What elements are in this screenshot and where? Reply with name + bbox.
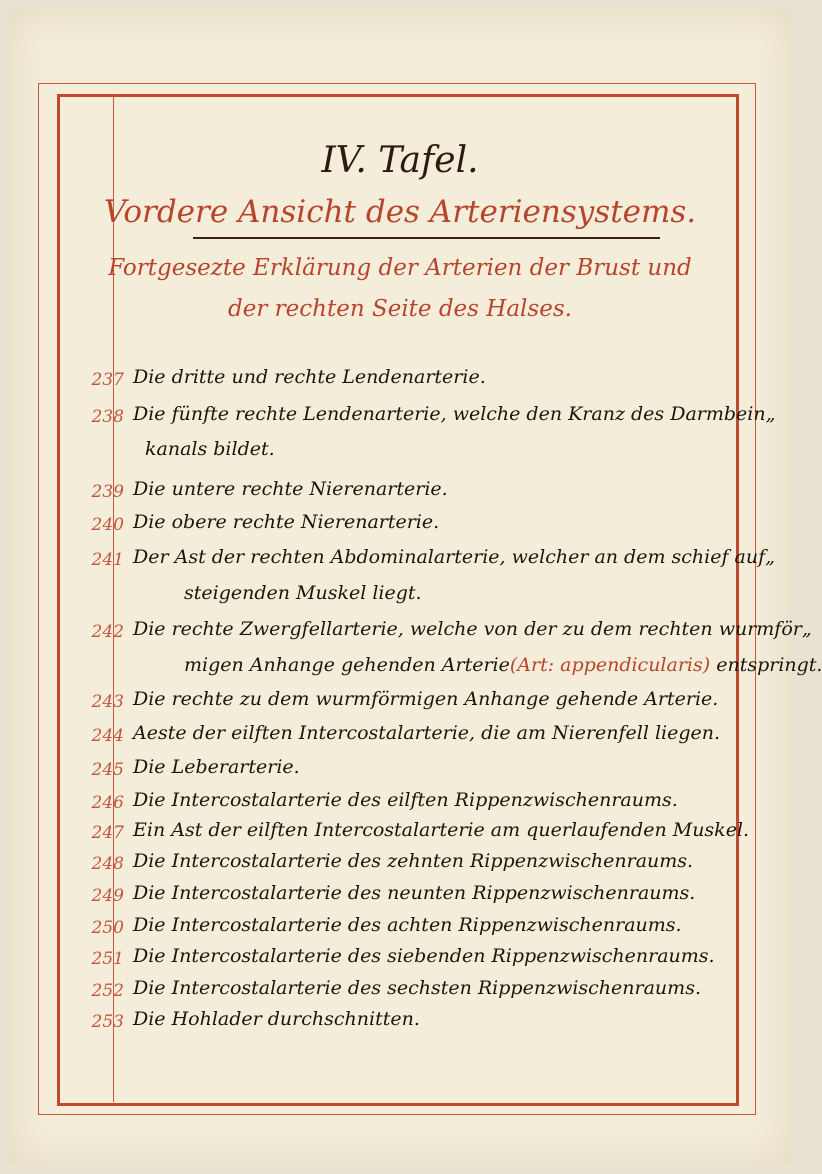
entry-text: steigenden Muskel liegt. (184, 582, 422, 604)
entry-text: Die Intercostalarterie des zehnten Rippenzwischenraums. (133, 850, 694, 872)
entry-number: 245 (91, 760, 124, 780)
entry-number: 248 (91, 854, 124, 874)
list-item-continuation (0, 582, 800, 614)
entry-text: Die rechte zu dem wurmförmigen Anhange gehende Arterie. (133, 688, 719, 710)
list-item (0, 756, 800, 788)
entry-text: Die Intercostalarterie des eilften Rippenzwischenraums. (133, 789, 678, 811)
entry-text: Der Ast der rechten Abdominalarterie, welcher an dem schief auf„ (133, 546, 775, 568)
entry-number: 251 (91, 949, 124, 969)
entry-number: 253 (91, 1012, 124, 1032)
subtitle-line-1: Fortgesezte Erklärung der Arterien der Brust und (108, 255, 692, 281)
entry-number: 252 (91, 981, 124, 1001)
entry-text: Die Intercostalarterie des siebenden Rippenzwischenraums. (133, 945, 715, 967)
entry-number: 238 (91, 407, 124, 427)
list-item (0, 688, 800, 720)
entry-number: 250 (91, 918, 124, 938)
list-item (0, 722, 800, 754)
entry-number: 249 (91, 886, 124, 906)
entry-number: 242 (91, 622, 124, 642)
entry-text: Die obere rechte Nierenarterie. (133, 511, 440, 533)
entry-text-part: migen Anhange gehenden Arterie (184, 654, 510, 676)
entry-text (184, 654, 822, 676)
entry-text: kanals bildet. (145, 438, 275, 460)
list-item (0, 914, 800, 946)
entry-text: Die Leberarterie. (133, 756, 300, 778)
entry-number: 247 (91, 823, 124, 843)
list-item (0, 478, 800, 510)
list-item (0, 850, 800, 882)
entry-text: Ein Ast der eilften Intercostalarterie am querlaufenden Muskel. (133, 819, 750, 841)
list-item-continuation (0, 654, 822, 686)
entry-text: Die Intercostalarterie des achten Rippenzwischenraums. (133, 914, 682, 936)
entry-text: Die Intercostalarterie des neunten Rippenzwischenraums. (133, 882, 696, 904)
list-item (0, 789, 800, 821)
list-item (0, 1008, 800, 1040)
entry-number: 244 (91, 726, 124, 746)
list-item (0, 977, 800, 1009)
entry-text: Die untere rechte Nierenarterie. (133, 478, 448, 500)
entry-number: 246 (91, 793, 124, 813)
list-item (0, 945, 800, 977)
entry-text: Die rechte Zwergfellarterie, welche von der zu dem rechten wurmför„ (133, 618, 812, 640)
entry-text: Die Hohlader durchschnitten. (133, 1008, 420, 1030)
entry-number: 237 (91, 370, 124, 390)
subtitle-line-2: der rechten Seite des Halses. (228, 296, 572, 322)
list-item (0, 511, 800, 543)
entry-number: 240 (91, 515, 124, 535)
title-underline (193, 237, 660, 239)
entry-text: Aeste der eilften Intercostalarterie, die am Nierenfell liegen. (133, 722, 721, 744)
entry-text: Die dritte und rechte Lendenarterie. (133, 366, 486, 388)
entry-text-part: entspringt. (710, 654, 822, 676)
entry-number: 241 (91, 550, 124, 570)
list-item (0, 819, 800, 851)
plate-number: IV. Tafel. (321, 140, 479, 181)
entry-text: Die Intercostalarterie des sechsten Rippenzwischenraums. (133, 977, 701, 999)
list-item (0, 403, 800, 435)
list-item (0, 618, 812, 650)
entry-text: Die fünfte rechte Lendenarterie, welche den Kranz des Darmbein„ (133, 403, 776, 425)
entry-number: 243 (91, 692, 124, 712)
entry-number: 239 (91, 482, 124, 502)
latin-name: (Art: appendicularis) (509, 654, 711, 676)
list-item (0, 366, 800, 398)
list-item (0, 882, 800, 914)
list-item-continuation (0, 438, 800, 470)
list-item (0, 546, 800, 578)
page-title: Vordere Ansicht des Arteriensystems. (103, 194, 697, 230)
